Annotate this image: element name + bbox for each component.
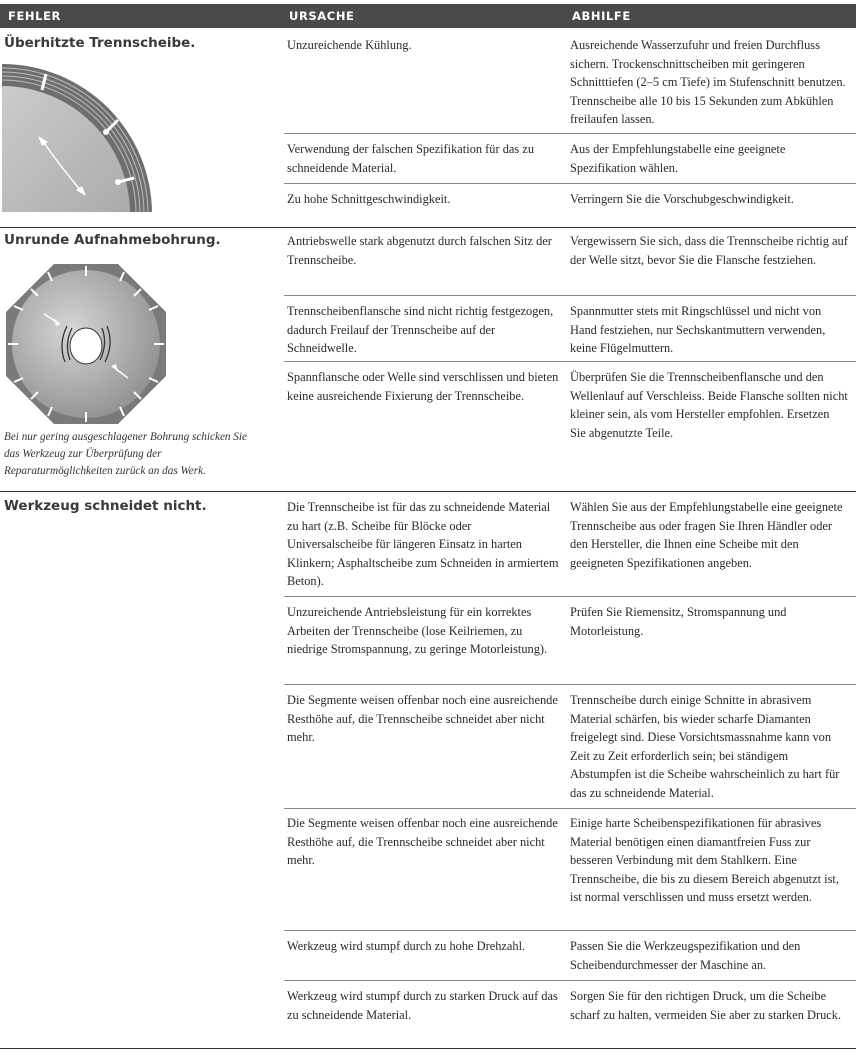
row-divider [284, 133, 856, 134]
header-fault: FEHLER [8, 9, 61, 23]
header-remedy: ABHILFE [572, 9, 631, 23]
cause-text: Unzureichende Kühlung. [287, 38, 412, 52]
cause-text: Antriebswelle stark abgenutzt durch falschen Sitz der Trennscheibe. [287, 234, 552, 267]
row-divider [284, 183, 856, 184]
cause-text: Die Segmente weisen offenbar noch eine ausreichende Resthöhe auf, die Trennscheibe schneidet aber nicht mehr. [287, 693, 558, 745]
table-bottom-rule [0, 1048, 856, 1049]
overheated-blade-illustration [2, 62, 154, 214]
cause-text: Trennscheibenflansche sind nicht richtig festgezogen, dadurch Freilauf der Trennscheibe auf der Schneidwelle. [287, 304, 554, 356]
cause-text: Werkzeug wird stumpf durch zu hohe Drehzahl. [287, 939, 526, 953]
bore-caption: Bei nur gering ausgeschlagener Bohrung schicken Sie das Werkzeug zur Überprüfung der Reparaturmöglichkeiten zurück an das Werk. [4, 431, 247, 477]
remedy-text: Vergewissern Sie sich, dass die Trennscheibe richtig auf der Welle sitzt, bevor Sie die Flansche festziehen. [570, 234, 848, 267]
cause-text: Unzureichende Antriebsleistung für ein korrektes Arbeiten der Trennscheibe (lose Keilriemen, zu niedrige Stromspannung, zu geringe Motorleistung). [287, 605, 548, 657]
group-divider [0, 227, 856, 228]
cause-text: Die Trennscheibe ist für das zu schneidende Material zu hart (z.B. Scheibe für Blöcke oder Universalscheibe für längeren Einsatz in harten Klinkern; Asphaltscheibe zum Schneiden in armiertem Beton). [287, 500, 559, 589]
remedy-text: Spannmutter stets mit Ringschlüssel und nicht von Hand festziehen, nur Sechskantmuttern verwenden, keine Flügelmuttern. [570, 304, 826, 356]
remedy-text: Ausreichende Wasserzufuhr und freien Durchfluss sichern. Trockenschnittscheiben mit geringeren Schnitttiefen (2–5 cm Tiefe) im Stufenschnitt benutzen. Trennscheibe alle 10 bis 15 Sekunden zum Abkühlen freilaufen lassen. [570, 38, 846, 127]
remedy-text: Trennscheibe durch einige Schnitte in abrasivem Material schärfen, bis wieder scharfe Diamanten freigelegt sind. Diese Vorsichtsmassnahme kann von Zeit zu Zeit erforderlich sein; bei ständigem Abstumpfen ist die Scheibe wahrscheinlich zu hart für das zu schneidende Material. [570, 693, 840, 800]
remedy-text: Verringern Sie die Vorschubgeschwindigkeit. [570, 192, 794, 206]
row-divider [284, 684, 856, 685]
remedy-text: Einige harte Scheibenspezifikationen für abrasives Material benötigen einen diamantfreien Fuss zur besseren Verbindung mit dem Stahlkern. Eine Trennscheibe, die bis zu diesem Bereich abgenutzt ist, ist normal verschlissen und muss ersetzt werden. [570, 816, 839, 905]
fault-title-not-cutting: Werkzeug schneidet nicht. [4, 498, 207, 514]
row-divider [284, 980, 856, 981]
row-divider [284, 295, 856, 296]
remedy-text: Sorgen Sie für den richtigen Druck, um die Scheibe scharf zu halten, vermeiden Sie aber zu starken Druck. [570, 989, 842, 1022]
remedy-text: Prüfen Sie Riemensitz, Stromspannung und Motorleistung. [570, 605, 787, 638]
group-divider [0, 491, 856, 492]
header-cause: URSACHE [289, 9, 355, 23]
remedy-text: Passen Sie die Werkzeugspezifikation und den Scheibendurchmesser der Maschine an. [570, 939, 801, 972]
row-divider [284, 930, 856, 931]
remedy-text: Wählen Sie aus der Empfehlungstabelle eine geeignete Trennscheibe aus oder fragen Sie Ihren Händler oder den Hersteller, die Ihnen eine Scheibe mit den geeigneten Spezifikationen angeben. [570, 500, 843, 570]
fault-title-overheated: Überhitzte Trennscheibe. [4, 35, 196, 51]
cause-text: Werkzeug wird stumpf durch zu starken Druck auf das zu schneidende Material. [287, 989, 558, 1022]
cause-text: Zu hohe Schnittgeschwindigkeit. [287, 192, 451, 206]
table-header [0, 4, 856, 28]
cause-text: Spannflansche oder Welle sind verschlissen und bieten keine ausreichende Fixierung der Trennscheibe. [287, 370, 559, 403]
remedy-text: Überprüfen Sie die Trennscheibenflansche und den Wellenlauf auf Verschleiss. Beide Flansche sollten nicht kleiner sein, als vom Hersteller empfohlen. Ersetzen Sie abgenutzte Teile. [570, 370, 848, 440]
remedy-text: Aus der Empfehlungstabelle eine geeignete Spezifikation wählen. [570, 142, 786, 175]
row-divider [284, 361, 856, 362]
bore-blade-illustration [4, 262, 168, 426]
cause-text: Verwendung der falschen Spezifikation für das zu schneidende Material. [287, 142, 535, 175]
fault-title-bore: Unrunde Aufnahmebohrung. [4, 232, 221, 248]
row-divider [284, 596, 856, 597]
cause-text: Die Segmente weisen offenbar noch eine ausreichende Resthöhe auf, die Trennscheibe schneidet aber nicht mehr. [287, 816, 558, 868]
row-divider [284, 808, 856, 809]
